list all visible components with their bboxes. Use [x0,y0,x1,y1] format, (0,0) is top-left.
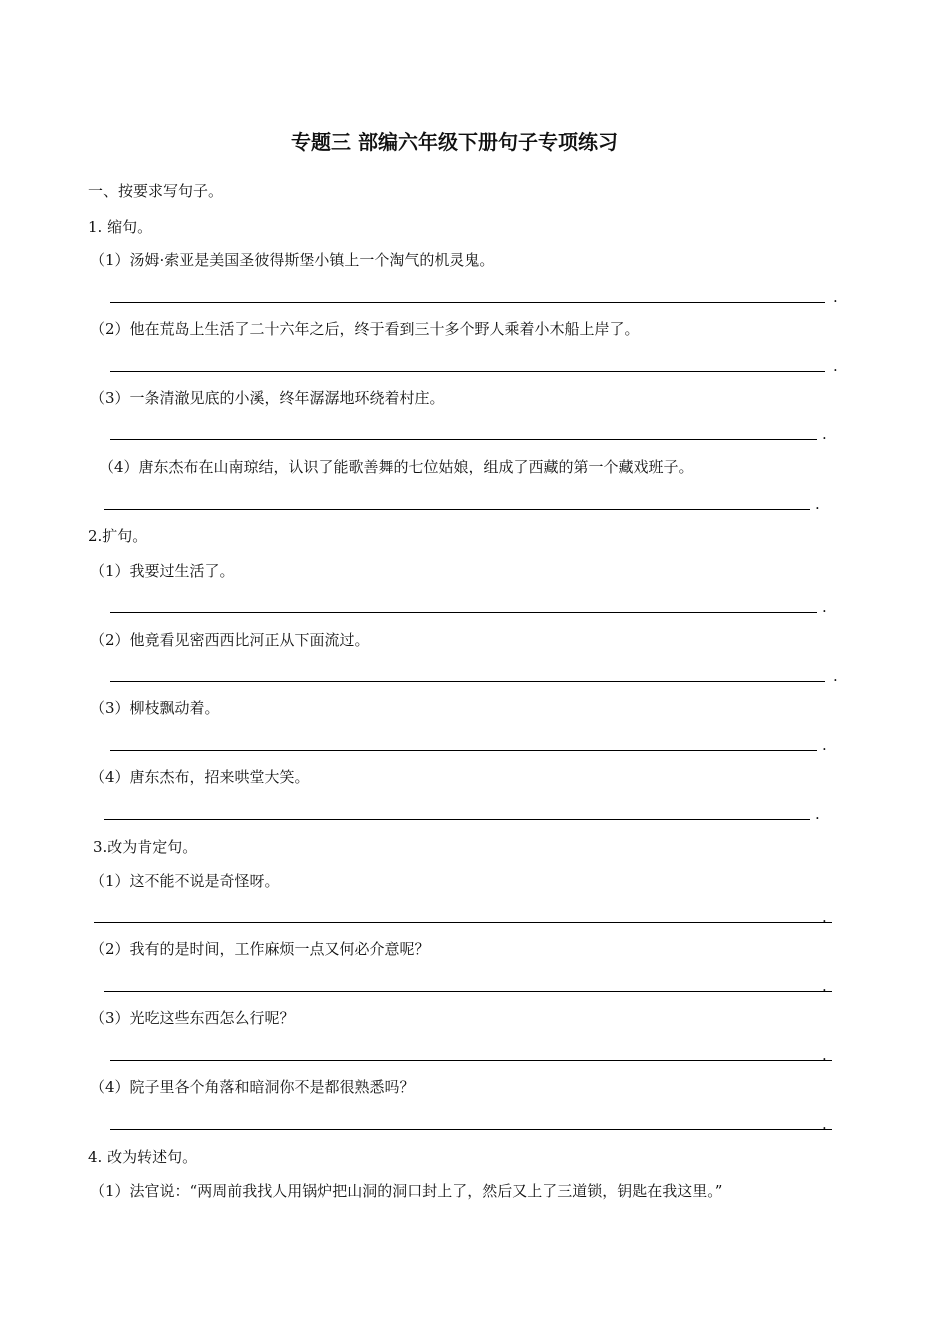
answer-line[interactable] [104,819,810,820]
question-4-item-1: （1）法官说：“两周前我找人用锅炉把山洞的洞口封上了，然后又上了三道锁，钥匙在我这里。” [90,1182,723,1200]
answer-line[interactable] [110,439,817,440]
answer-line[interactable] [104,991,832,992]
question-1-heading: 1. 缩句。 [88,218,153,236]
page-title: 专题三 部编六年级下册句子专项练习 [291,130,618,154]
question-2-item-4: （4）唐东杰布，招来哄堂大笑。 [90,768,310,786]
answer-line[interactable] [104,509,810,510]
question-1-item-4: （4）唐东杰布在山南琼结，认识了能歌善舞的七位姑娘，组成了西藏的第一个藏戏班子。 [99,458,694,476]
answer-line[interactable] [110,612,817,613]
answer-period: . [815,805,820,823]
question-1-item-2: （2）他在荒岛上生活了二十六年之后，终于看到三十多个野人乘着小木船上岸了。 [90,320,640,338]
answer-period: . [822,736,827,754]
question-1-item-3: （3）一条清澈见底的小溪，终年潺潺地环绕着村庄。 [90,389,445,407]
question-2-item-2: （2）他竟看见密西西比河正从下面流过。 [90,631,370,649]
answer-line[interactable] [110,1060,832,1061]
answer-period: . [833,288,838,306]
answer-period: . [822,425,827,443]
answer-period: . [815,495,820,513]
question-2-item-1: （1）我要过生活了。 [90,562,235,580]
answer-line[interactable] [94,922,832,923]
question-2-item-3: （3）柳枝飘动着。 [90,699,220,717]
section-heading: 一、按要求写句子。 [88,182,224,200]
answer-line[interactable] [110,681,825,682]
answer-period: . [822,1115,827,1133]
question-1-item-1: （1）汤姆·索亚是美国圣彼得斯堡小镇上一个淘气的机灵鬼。 [90,251,495,269]
answer-period: . [822,1046,827,1064]
answer-period: . [822,598,827,616]
answer-line[interactable] [110,371,825,372]
answer-period: . [833,667,838,685]
question-4-heading: 4. 改为转述句。 [88,1148,198,1166]
answer-period: . [822,977,827,995]
question-3-heading: 3.改为肯定句。 [93,838,198,856]
question-3-item-2: （2）我有的是时间，工作麻烦一点又何必介意呢？ [90,940,430,958]
question-3-item-3: （3）光吃这些东西怎么行呢？ [90,1009,295,1027]
answer-line[interactable] [110,1129,832,1130]
answer-period: . [833,357,838,375]
question-3-item-1: （1）这不能不说是奇怪呀。 [90,872,280,890]
question-3-item-4: （4）院子里各个角落和暗洞你不是都很熟悉吗？ [90,1078,415,1096]
question-2-heading: 2.扩句。 [88,527,148,545]
answer-line[interactable] [110,302,825,303]
answer-line[interactable] [110,750,817,751]
answer-period: . [822,908,827,926]
